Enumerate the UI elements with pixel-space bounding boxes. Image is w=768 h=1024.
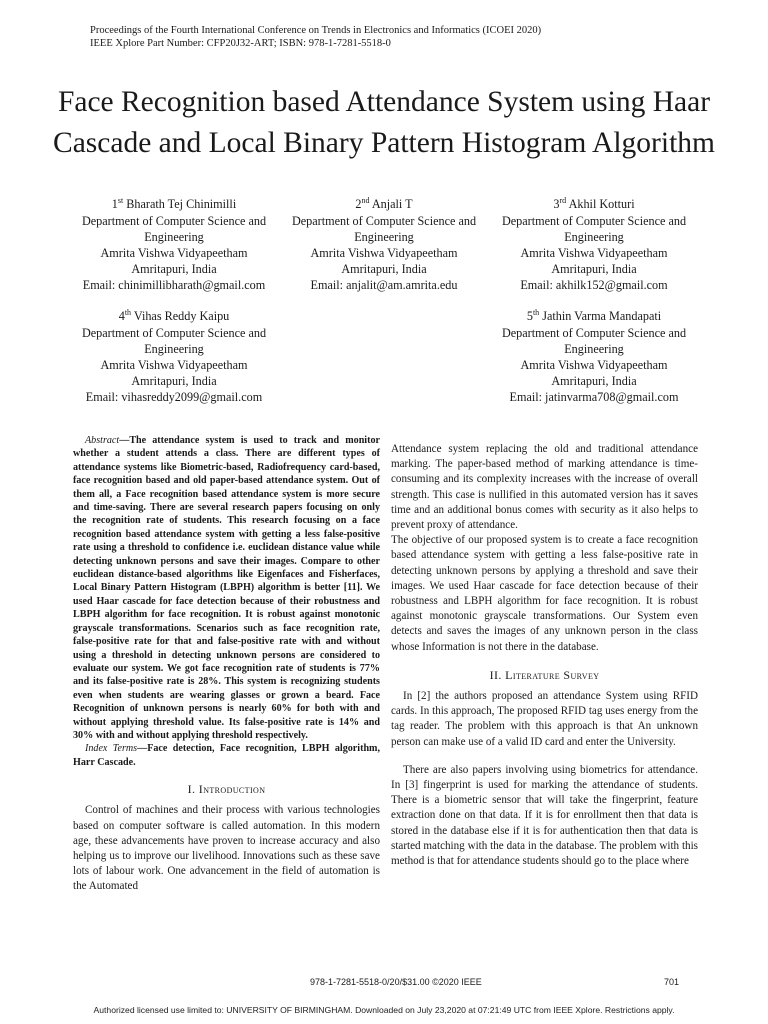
- author-dept: Department of Computer Science and: [81, 326, 267, 341]
- license-notice: Authorized licensed use limited to: UNIVERSITY OF BIRMINGHAM. Downloaded on July 23,2020 at 07:21:49 UTC from IEEE Xplore. Restrictions apply.: [93, 1005, 675, 1015]
- author-location: Amritapuri, India: [131, 374, 217, 389]
- body-paragraph-1: Attendance system replacing the old and traditional attendance marking. The paper-based method of marking attendance is time-consuming and its complexity increases with the increase of overall strength. This case is nullified in this automated version has it saves time and an additional bonus comes with security as it also helps to prevent proxy of attendance.: [391, 443, 698, 532]
- author-dept: Department of Computer Science and: [81, 214, 267, 229]
- right-column: [391, 442, 698, 869]
- author-block-5: [492, 305, 696, 405]
- author-block-4: [72, 305, 276, 405]
- author-dept: Department of Computer Science and: [291, 214, 477, 229]
- section-heading-introduction: I. Introduction: [187, 782, 266, 797]
- author-dept-2: Engineering: [144, 230, 204, 245]
- proceedings-header: [90, 24, 650, 50]
- author-name: 3rd Akhil Kotturi: [553, 196, 635, 212]
- literature-paragraph-1: In [2] the authors proposed an attendance System using RFID cards. In this approach, The proposed RFID tag uses energy from the tag reader. The problem with this approach is that An unknown person can make use of a valid ID card and enter the University.: [391, 690, 698, 748]
- author-dept: Department of Computer Science and: [501, 214, 687, 229]
- author-institution: Amrita Vishwa Vidyapeetham: [520, 358, 668, 373]
- index-terms-label: Index Terms: [85, 743, 138, 755]
- author-block-3: [492, 193, 696, 293]
- author-location: Amritapuri, India: [551, 262, 637, 277]
- author-name: 1st Bharath Tej Chinimilli: [111, 196, 237, 212]
- body-paragraph-2: The objective of our proposed system is to create a face recognition based attendance system with getting a less false-positive rate in detecting unknown persons by applying a threshold and save their images. We used Haar cascade for face detection because of their robustness and LBPH algorithm for face recognition. It is robust against monotonic grayscale transformations. Our System even detects and saves the images of any unknown person in the class whose Information is not there in the database.: [391, 534, 698, 653]
- footer-isbn: 978-1-7281-5518-0/20/$31.00 ©2020 IEEE: [310, 977, 482, 987]
- introduction-paragraph: Control of machines and their process with various technologies based on computer software is called automation. In this modern age, these advancements have proven to increase accuracy and also helping us to improve our livelihood. Innovations such as these save lots of labour work. One advancement in the field of automation is the Automated: [73, 804, 380, 893]
- author-location: Amritapuri, India: [551, 374, 637, 389]
- author-block-2: [282, 193, 486, 293]
- author-institution: Amrita Vishwa Vidyapeetham: [100, 358, 248, 373]
- author-email: Email: chinimillibharath@gmail.com: [82, 278, 266, 293]
- author-email: Email: vihasreddy2099@gmail.com: [85, 390, 263, 405]
- author-email: Email: anjalit@am.amrita.edu: [310, 278, 458, 293]
- author-location: Amritapuri, India: [341, 262, 427, 277]
- section-heading-literature-survey: II. Literature Survey: [489, 667, 600, 682]
- author-institution: Amrita Vishwa Vidyapeetham: [310, 246, 458, 261]
- literature-paragraph-2: There are also papers involving using biometrics for attendance. In [3] fingerprint is used for marking the attendance of students. There is a biometric sensor that will take the fingerprint, feature extraction done on that data. If it is for enrollment then that data is stored in the database else if it is for authentication then that data is started matching with the data in the database. The problem with this method is that for attendance students should go to the place where: [391, 763, 698, 868]
- abstract-label: Abstract: [85, 435, 120, 446]
- author-name: 2nd Anjali T: [355, 196, 413, 212]
- author-dept-2: Engineering: [564, 342, 624, 357]
- proceedings-line-2: IEEE Xplore Part Number: CFP20J32-ART; ISBN: 978-1-7281-5518-0: [90, 38, 391, 49]
- author-location: Amritapuri, India: [131, 262, 217, 277]
- index-terms-text: Face detection, Face recognition, LBPH algorithm, Harr Cascade.: [73, 743, 380, 768]
- author-block-1: [72, 193, 276, 293]
- author-dept-2: Engineering: [564, 230, 624, 245]
- author-email: Email: akhilk152@gmail.com: [520, 278, 668, 293]
- author-dept: Department of Computer Science and: [501, 326, 687, 341]
- left-column: [73, 434, 380, 895]
- author-dept-2: Engineering: [144, 342, 204, 357]
- index-terms: Index Terms—Face detection, Face recognition, LBPH algorithm, Harr Cascade.: [73, 743, 380, 768]
- page-number: 701: [664, 977, 680, 987]
- proceedings-line-1: Proceedings of the Fourth International Conference on Trends in Electronics and Informatics (ICOEI 2020): [90, 25, 542, 36]
- author-name: 5th Jathin Varma Mandapati: [526, 308, 662, 324]
- paper-title: Face Recognition based Attendance System using Haar Cascade and Local Binary Pattern Histogram Algorithm: [53, 85, 715, 159]
- author-institution: Amrita Vishwa Vidyapeetham: [520, 246, 668, 261]
- author-dept-2: Engineering: [354, 230, 414, 245]
- author-institution: Amrita Vishwa Vidyapeetham: [100, 246, 248, 261]
- abstract: Abstract—The attendance system is used to track and monitor whether a student attends a class. There are different types of attendance systems like Biometric-based, Radiofrequency card-based, face recognition based and old paper-based attendance system. Out of them all, a Face recognition based attendance system is more secure and time-saving. There are several research papers focusing on only the recognition rate of students. This research focusing on a face recognition based attendance system with getting a less false-positive rate using a threshold to confidence i.e. euclidean distance value while detecting unknown persons and save their images. Compare to other euclidean distance-based algorithms like Eigenfaces and Fisherfaces, Local Binary Pattern Histogram (LBPH) algorithm is better [11]. We used Haar cascade for face detection because of their robustness and LBPH algorithm for face recognition. It is robust against monotonic grayscale transformations. Scenarios such as face recognition rate, false-positive rate for that and false-positive rate with and without using a threshold in detecting unknown persons are considered to evaluate our system. We got face recognition rate of students is 77% and its false-positive rate is 28%. This system is recognizing students even when students are wearing glasses or grown a beard. Face Recognition of unknown persons is nearly 60% for both with and without applying threshold value. Its false-positive rate is 14% and 30% with and without applying threshold respectively.: [73, 435, 380, 741]
- author-email: Email: jatinvarma708@gmail.com: [509, 390, 679, 405]
- abstract-text: The attendance system is used to track and monitor whether a student attends a class. There are different types of attendance systems like Biometric-based, Radiofrequency card-based, face recognition based and old paper-based attendance system. Out of them all, a Face recognition based attendance system is more secure and time-saving. There are several research papers focusing on only the recognition rate of students. This research focusing on a face recognition based attendance system with getting a less false-positive rate using a threshold to confidence i.e. euclidean distance value while detecting unknown persons and save their images. Compare to other euclidean distance-based algorithms like Eigenfaces and Fisherfaces, Local Binary Pattern Histogram (LBPH) algorithm is better [11]. We used Haar cascade for face detection because of their robustness and LBPH algorithm for face recognition. It is robust against monotonic grayscale transformations. Scenarios such as face recognition rate, false-positive rate for that and false-positive rate with and without using a threshold in detecting unknown persons are considered to evaluate our system. We got face recognition rate of students is 77% and its false-positive rate is 28%. This system is recognizing students even when students are wearing glasses or grown a beard. Face Recognition of unknown persons is nearly 60% for both with and without applying threshold value. Its false-positive rate is 14% and 30% with and without applying threshold respectively.: [73, 435, 380, 741]
- author-name: 4th Vihas Reddy Kaipu: [118, 308, 230, 324]
